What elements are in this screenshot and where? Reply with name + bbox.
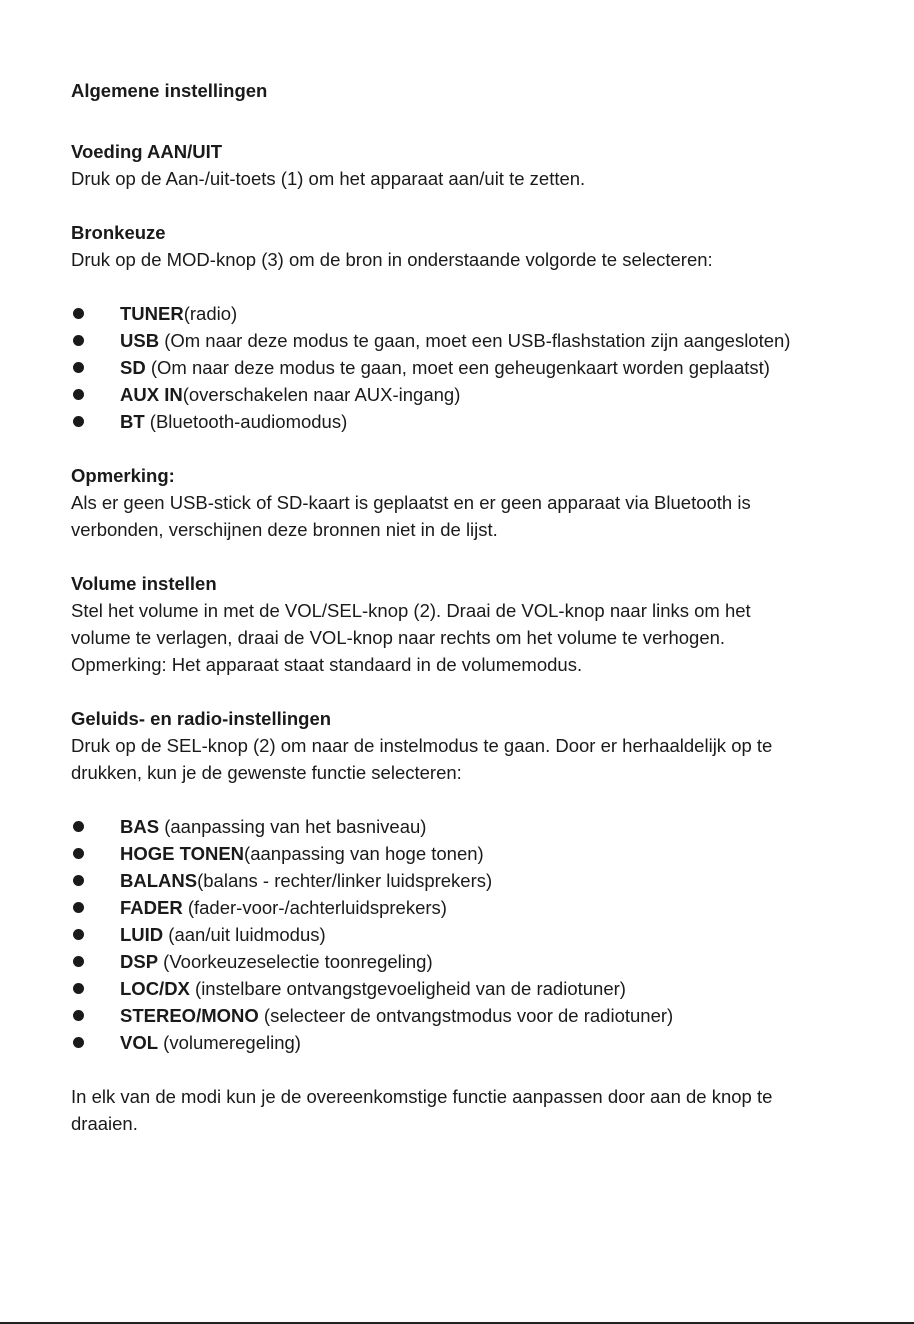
list-item-desc: (instelbare ontvangstgevoeligheid van de radiotuner) [189, 978, 626, 999]
sound-line: drukken, kun je de gewenste functie selecteren: [71, 762, 462, 783]
list-item [71, 840, 861, 867]
list-item [71, 354, 861, 381]
source-list [71, 300, 861, 435]
document-page [71, 77, 861, 1137]
sound-list [71, 813, 861, 1056]
note-section [71, 462, 861, 543]
list-item-desc: (volumeregeling) [158, 1032, 301, 1053]
bullet-icon [73, 848, 84, 859]
bullet-icon [73, 956, 84, 967]
volume-line: Stel het volume in met de VOL/SEL-knop (2). Draai de VOL-knop naar links om het [71, 600, 751, 621]
list-item [71, 381, 861, 408]
page-title: Algemene instellingen [71, 80, 268, 101]
bullet-icon [73, 335, 84, 346]
note-line: verbonden, verschijnen deze bronnen niet in de lijst. [71, 519, 498, 540]
list-item [71, 408, 861, 435]
list-item [71, 975, 861, 1002]
list-item-desc: (overschakelen naar AUX-ingang) [182, 384, 461, 405]
closing-section [71, 1083, 861, 1137]
list-item-term: HOGE TONEN [120, 843, 245, 864]
list-item-desc: (selecteer de ontvangstmodus voor de radiotuner) [258, 1005, 674, 1026]
list-item-desc: (aan/uit luidmodus) [163, 924, 326, 945]
bullet-icon [73, 929, 84, 940]
spacer [71, 273, 861, 300]
list-item-term: AUX IN [120, 384, 183, 405]
list-item [71, 921, 861, 948]
note-heading: Opmerking: [71, 465, 175, 486]
list-item-term: BAS [120, 816, 160, 837]
bullet-icon [73, 416, 84, 427]
bullet-icon [73, 362, 84, 373]
spacer [71, 678, 861, 705]
list-item-term: LUID [120, 924, 164, 945]
spacer [71, 104, 861, 138]
bullet-icon [73, 1037, 84, 1048]
list-item-desc: (aanpassing van hoge tonen) [244, 843, 484, 864]
power-text: Druk op de Aan-/uit-toets (1) om het apparaat aan/uit te zetten. [71, 168, 586, 189]
bullet-icon [73, 1010, 84, 1021]
closing-line: draaien. [71, 1113, 138, 1134]
volume-line: Opmerking: Het apparaat staat standaard in de volumemodus. [71, 654, 583, 675]
spacer [71, 786, 861, 813]
list-item-desc: (Bluetooth-audiomodus) [144, 411, 348, 432]
spacer [71, 192, 861, 219]
source-section [71, 219, 861, 273]
source-text: Druk op de MOD-knop (3) om de bron in onderstaande volgorde te selecteren: [71, 249, 713, 270]
note-line: Als er geen USB-stick of SD-kaart is geplaatst en er geen apparaat via Bluetooth is [71, 492, 751, 513]
list-item-term: STEREO/MONO [120, 1005, 259, 1026]
list-item [71, 813, 861, 840]
list-item-desc: (Om naar deze modus te gaan, moet een geheugenkaart worden geplaatst) [145, 357, 770, 378]
list-item [71, 894, 861, 921]
list-item [71, 1029, 861, 1056]
volume-section [71, 570, 861, 678]
list-item-desc: (radio) [183, 303, 238, 324]
spacer [71, 1056, 861, 1083]
list-item [71, 867, 861, 894]
list-item-term: SD [120, 357, 146, 378]
list-item [71, 1002, 861, 1029]
list-item-term: FADER [120, 897, 183, 918]
list-item-term: TUNER [120, 303, 184, 324]
bullet-icon [73, 875, 84, 886]
bullet-icon [73, 983, 84, 994]
volume-heading: Volume instellen [71, 573, 217, 594]
power-section [71, 138, 861, 192]
sound-section [71, 705, 861, 786]
source-heading: Bronkeuze [71, 222, 166, 243]
list-item-term: BT [120, 411, 145, 432]
list-item-desc: (Om naar deze modus te gaan, moet een USB-flashstation zijn aangesloten) [159, 330, 791, 351]
list-item-term: LOC/DX [120, 978, 190, 999]
bullet-icon [73, 821, 84, 832]
bullet-icon [73, 389, 84, 400]
list-item [71, 300, 861, 327]
power-heading: Voeding AAN/UIT [71, 141, 223, 162]
list-item-term: USB [120, 330, 160, 351]
list-item [71, 327, 861, 354]
list-item-term: BALANS [120, 870, 198, 891]
spacer [71, 543, 861, 570]
spacer [71, 435, 861, 462]
list-item-desc: (fader-voor-/achterluidsprekers) [182, 897, 447, 918]
list-item-desc: (aanpassing van het basniveau) [159, 816, 427, 837]
sound-heading: Geluids- en radio-instellingen [71, 708, 332, 729]
bullet-icon [73, 902, 84, 913]
list-item-term: DSP [120, 951, 159, 972]
list-item-desc: (Voorkeuzeselectie toonregeling) [158, 951, 433, 972]
list-item-term: VOL [120, 1032, 159, 1053]
list-item-desc: (balans - rechter/linker luidsprekers) [197, 870, 493, 891]
closing-line: In elk van de modi kun je de overeenkomstige functie aanpassen door aan de knop te [71, 1086, 773, 1107]
bullet-icon [73, 308, 84, 319]
volume-line: volume te verlagen, draai de VOL-knop naar rechts om het volume te verhogen. [71, 627, 726, 648]
sound-line: Druk op de SEL-knop (2) om naar de instelmodus te gaan. Door er herhaaldelijk op te [71, 735, 773, 756]
list-item [71, 948, 861, 975]
